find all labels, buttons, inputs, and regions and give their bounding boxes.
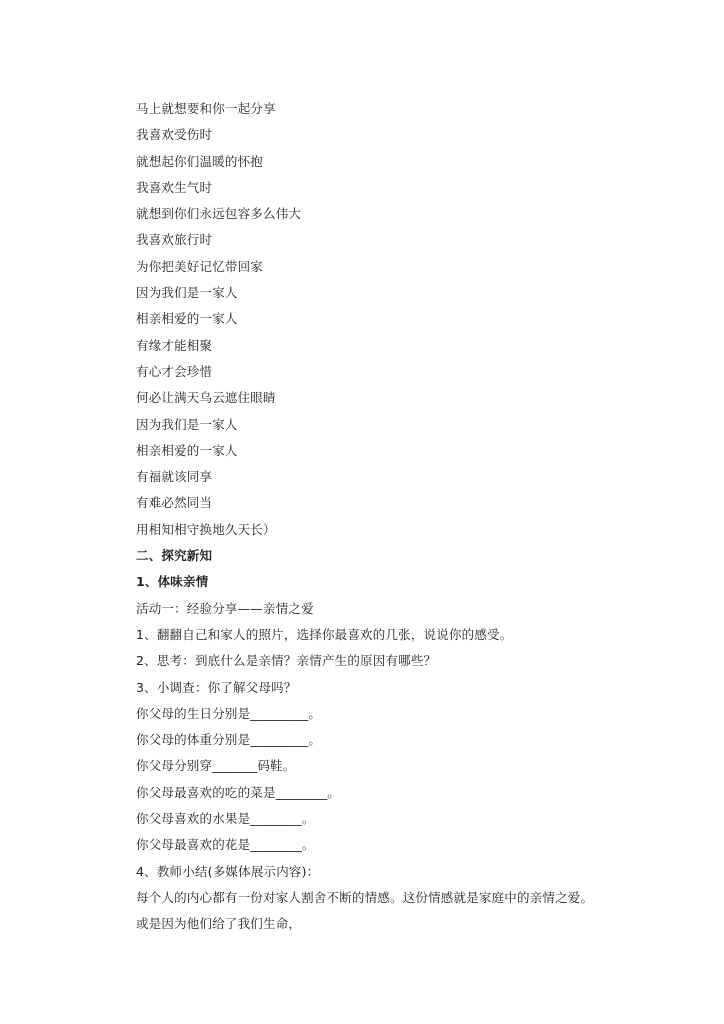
survey-question: 你父母最喜欢的吃的菜是________。 <box>136 784 341 800</box>
list-item: 3、小调查：你了解父母吗？ <box>136 679 297 695</box>
list-item: 2、思考：到底什么是亲情？亲情产生的原因有哪些？ <box>136 653 437 669</box>
text-line: 每个人的内心都有一份对家人割舍不断的情感。这份情感就是家庭中的亲情之爱。 <box>136 889 594 905</box>
text-line: 有缘才能相聚 <box>136 337 213 353</box>
text-line: 就想起你们温暖的怀抱 <box>136 153 264 169</box>
section-heading: 二、探究新知 <box>136 548 213 564</box>
text-line: 马上就想要和你一起分享 <box>136 101 276 116</box>
survey-question: 你父母分别穿_______码鞋。 <box>136 758 296 774</box>
subsection-heading: 1、体味亲情 <box>136 574 209 590</box>
survey-question: 你父母的生日分别是_________。 <box>136 705 322 721</box>
text-line: 因为我们是一家人 <box>136 285 238 301</box>
text-line: 因为我们是一家人 <box>136 416 238 432</box>
activity-title: 活动一：经验分享——亲情之爱 <box>136 600 314 616</box>
survey-question: 你父母的体重分别是_________。 <box>136 732 322 748</box>
text-line: 有难必然同当 <box>136 495 213 511</box>
text-line: 用相知相守换地久天长） <box>136 521 276 537</box>
text-line: 何必让满天乌云遮住眼睛 <box>136 390 276 406</box>
text-line: 为你把美好记忆带回家 <box>136 258 264 274</box>
text-line: 有心才会珍惜 <box>136 363 213 379</box>
survey-question: 你父母最喜欢的花是________。 <box>136 837 315 853</box>
text-line: 我喜欢生气时 <box>136 179 213 195</box>
list-item: 4、教师小结(多媒体展示内容)： <box>136 863 320 879</box>
text-line: 就想到你们永远包容多么伟大 <box>136 206 302 222</box>
text-line: 相亲相爱的一家人 <box>136 442 238 458</box>
document-body <box>136 96 696 938</box>
text-line: 我喜欢受伤时 <box>136 127 213 143</box>
text-line: 我喜欢旅行时 <box>136 232 213 248</box>
text-line: 有福就该同享 <box>136 469 213 485</box>
text-line: 相亲相爱的一家人 <box>136 311 238 327</box>
text-line: 或是因为他们给了我们生命， <box>136 916 302 932</box>
survey-question: 你父母喜欢的水果是________。 <box>136 811 315 827</box>
list-item: 1、翻翻自己和家人的照片，选择你最喜欢的几张，说说你的感受。 <box>136 626 513 642</box>
